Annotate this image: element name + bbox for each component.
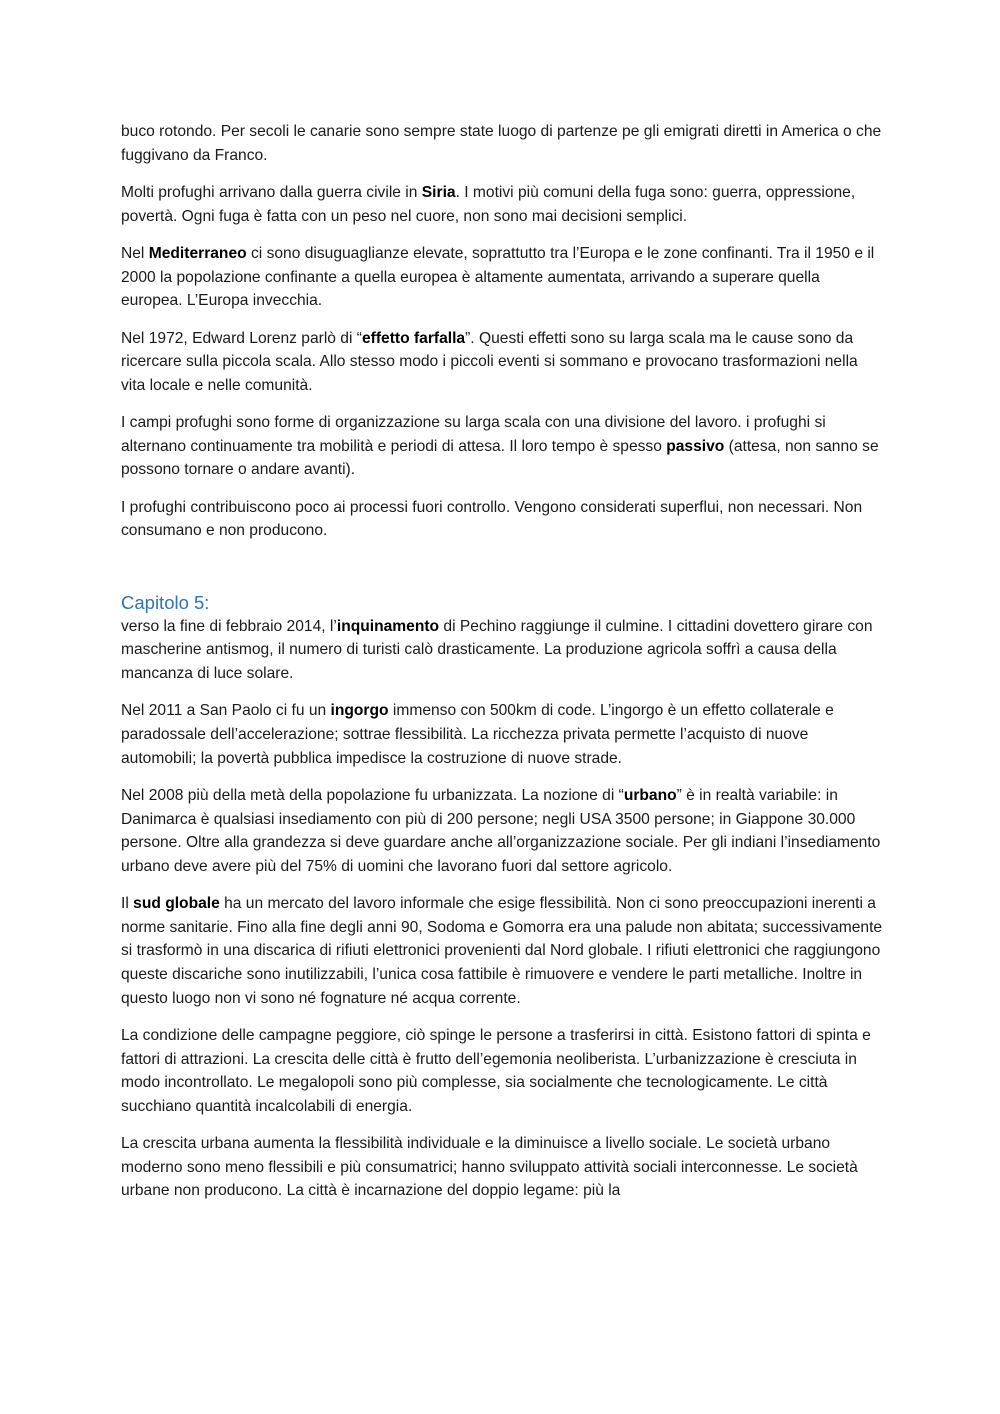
text-run: Nel xyxy=(121,244,149,262)
text-run: di Pechino raggiunge il culmine. I cittadini dovettero girare con mascherine antismog, il numero di turisti calò drasticamente. La produzione agricola soffrì a causa della mancanza di luce solare. xyxy=(121,617,873,683)
bold-term: Siria xyxy=(421,183,456,201)
bold-term: Mediterraneo xyxy=(148,244,247,262)
text-run: ” è in realtà variabile: in Danimarca è qualsiasi insediamento con più di 200 persone; negli USA 3500 persone; in Giappone 30.000 persone. Oltre alla grandezza si deve guardare anche all’organizzazione sociale. Per gli indiani l’insediamento urbano deve avere più del 75% di uomini che lavorano fuori dal settore agricolo. xyxy=(121,787,881,875)
paragraph xyxy=(121,327,883,398)
chapter-paragraphs xyxy=(121,615,883,1203)
paragraph xyxy=(121,242,883,313)
top-paragraphs xyxy=(121,120,883,543)
paragraph xyxy=(121,411,883,482)
text-run: Il xyxy=(121,895,134,913)
text-run: . I motivi più comuni della fuga sono: guerra, oppressione, povertà. Ogni fuga è fatta con un peso nel cuore, non sono mai decisioni semplici. xyxy=(121,183,856,225)
text-run: Molti profughi arrivano dalla guerra civile in xyxy=(121,183,422,201)
text-run: ”. Questi effetti sono su larga scala ma le cause sono da ricercare sulla piccola scala. Allo stesso modo i piccoli eventi si sommano e provocano trasformazioni nella vita locale e nelle comunità. xyxy=(121,329,858,394)
text-run: verso la fine di febbraio 2014, l’ xyxy=(121,617,337,635)
paragraph xyxy=(121,1132,883,1203)
text-run: buco rotondo. Per secoli le canarie sono sempre state luogo di partenze pe gli emigrati diretti in America o che fuggivano da Franco. xyxy=(121,123,882,164)
text-run: La condizione delle campagne peggiore, ciò spinge le persone a trasferirsi in città. Esistono fattori di spinta e fattori di attrazioni. La crescita delle città è frutto dell’egemonia neoliberista. L’urbanizzazione è cresciuta in modo incontrollato. Le megalopoli sono più complesse, sia socialmente che tecnologicamente. Le città succhiano quantità incalcolabili di energia. xyxy=(121,1026,871,1115)
paragraph xyxy=(121,1024,883,1118)
text-run: ci sono disuguaglianze elevate, soprattutto tra l’Europa e le zone confinanti. Tra il 1950 e il 2000 la popolazione confinante a quella europea è altamente aumentata, arrivando a superare quella europea. L’Europa invecchia. xyxy=(121,244,875,310)
chapter-heading: Capitolo 5: xyxy=(121,591,210,613)
text-run: Nel 2008 più della metà della popolazione fu urbanizzata. La nozione di “ xyxy=(121,787,624,805)
bold-term: sud globale xyxy=(133,895,220,913)
text-run: ha un mercato del lavoro informale che esige flessibilità. Non ci sono preoccupazioni inerenti a norme sanitarie. Fino alla fine degli anni 90, Sodoma e Gomorra era una palude non abitata; successivamente si trasformò in una discarica di rifiuti elettronici provenienti dal Nord globale. I rifiuti elettronici che raggiungono queste discariche sono inutilizzabili, l’unica cosa fattibile è rimuovere e vendere le parti metalliche. Inoltre in questo luogo non vi sono né fognature né acqua corrente. xyxy=(121,895,883,1007)
bold-term: urbano xyxy=(623,787,677,805)
bold-term: inquinamento xyxy=(336,617,440,635)
bold-term: effetto farfalla xyxy=(361,329,466,347)
paragraph xyxy=(121,784,883,878)
paragraph xyxy=(121,615,883,686)
text-run: I profughi contribuiscono poco ai processi fuori controllo. Vengono considerati superflui, non necessari. Non consumano e non producono. xyxy=(121,498,863,540)
bold-term: passivo xyxy=(666,437,725,455)
paragraph xyxy=(121,181,883,228)
paragraph xyxy=(121,496,883,543)
page-content xyxy=(121,120,883,1217)
paragraph xyxy=(121,120,883,167)
paragraph xyxy=(121,699,883,770)
paragraph xyxy=(121,892,883,1010)
text-run: immenso con 500km di code. L’ingorgo è un effetto collaterale e paradossale dell’accelerazione; sottrae flessibilità. La ricchezza privata permette l’acquisto di nuove automobili; la povertà pubblica impedisce la costruzione di nuove strade. xyxy=(121,702,834,767)
bold-term: ingorgo xyxy=(330,702,389,720)
text-run: Nel 2011 a San Paolo ci fu un xyxy=(121,702,331,720)
text-run: La crescita urbana aumenta la flessibilità individuale e la diminuisce a livello sociale. Le società urbano moderno sono meno flessibili e più consumatrici; hanno sviluppato attività sociali interconnesse. Le società urbane non producono. La città è incarnazione del doppio legame: più la xyxy=(121,1135,858,1200)
text-run: (attesa, non sanno se possono tornare o andare avanti). xyxy=(121,437,879,479)
text-run: I campi profughi sono forme di organizzazione su larga scala con una divisione del lavoro. i profughi si alternano continuamente tra mobilità e periodi di attesa. Il loro tempo è spesso xyxy=(121,414,826,455)
text-run: Nel 1972, Edward Lorenz parlò di “ xyxy=(121,329,362,347)
